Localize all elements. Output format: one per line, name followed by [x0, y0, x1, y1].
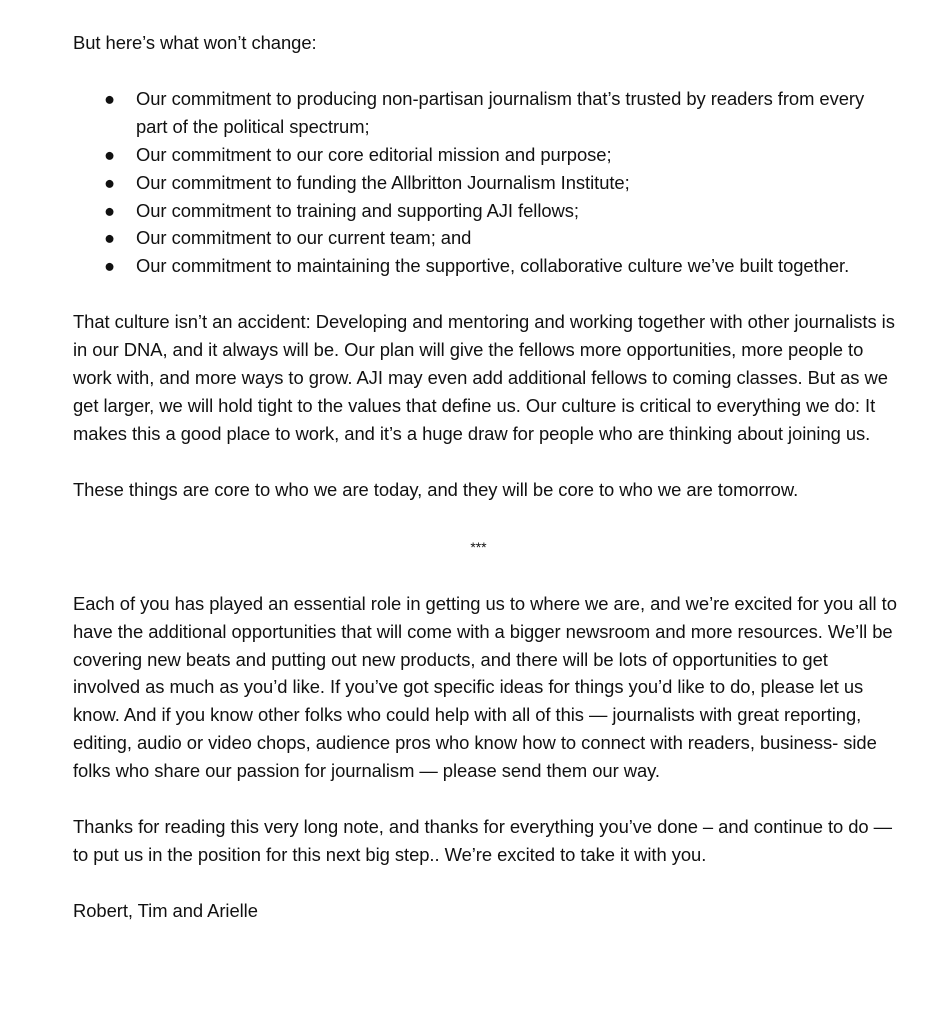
list-item-text: Our commitment to our core editorial mission and purpose;: [136, 143, 612, 165]
list-item-text: Our commitment to maintaining the supportive, collaborative culture we’ve built together.: [136, 255, 850, 277]
signature: Robert, Tim and Arielle: [73, 899, 258, 921]
list-item-text: Our commitment to funding the Allbritton Journalism Institute;: [136, 171, 630, 193]
bullet-icon: ●: [104, 171, 116, 193]
list-item: [73, 141, 898, 169]
paragraph-culture: That culture isn’t an accident: Developing and mentoring and working together with other journalists is in our DNA, and it always will be. Our plan will give the fellows more opportunities, more people to work with, and more ways to grow. AJI may even add additional fellows to coming classes. But as we get larger, we will hold tight to the values that define us. Our culture is critical to everything we do: It makes this a good place to work, and it’s a huge draw for people who are thinking about joining us.: [73, 311, 895, 444]
list-item: [73, 224, 898, 252]
list-item: [73, 169, 898, 197]
list-item: [73, 197, 898, 225]
commitments-list: [73, 85, 898, 280]
bullet-icon: ●: [104, 143, 116, 165]
list-item-text: Our commitment to producing non-partisan journalism that’s trusted by readers from every part of the political spectrum;: [136, 87, 865, 137]
intro-line: But here’s what won’t change:: [73, 32, 317, 53]
list-item-text: Our commitment to training and supporting AJI fellows;: [136, 199, 579, 221]
bullet-icon: ●: [104, 199, 116, 221]
document-body: [73, 29, 898, 925]
bullet-icon: ●: [104, 227, 116, 249]
bullet-icon: ●: [104, 255, 116, 277]
paragraph-core: These things are core to who we are today, and they will be core to who we are tomorrow.: [73, 478, 799, 500]
list-item: [73, 252, 898, 280]
list-item-text: Our commitment to our current team; and: [136, 227, 472, 249]
section-separator: ***: [470, 538, 487, 555]
paragraph-thanks: Thanks for reading this very long note, and thanks for everything you’ve done – and continue to do — to put us in the position for this next big step.. We’re excited to take it with you.: [73, 816, 893, 865]
bullet-icon: ●: [104, 87, 116, 109]
paragraph-role: Each of you has played an essential role in getting us to where we are, and we’re excited for you all to have the additional opportunities that will come with a bigger newsroom and more resources. We’ll be covering new beats and putting out new products, and there will be lots of opportunities to get involved as much as you’d like. If you’ve got specific ideas for things you’d like to do, please let us know. And if you know other folks who could help with all of this — journalists with great reporting, editing, audio or video chops, audience pros who know how to connect with readers, business- side folks who share our passion for journalism — please send them our way.: [73, 592, 897, 782]
list-item: [73, 85, 898, 141]
